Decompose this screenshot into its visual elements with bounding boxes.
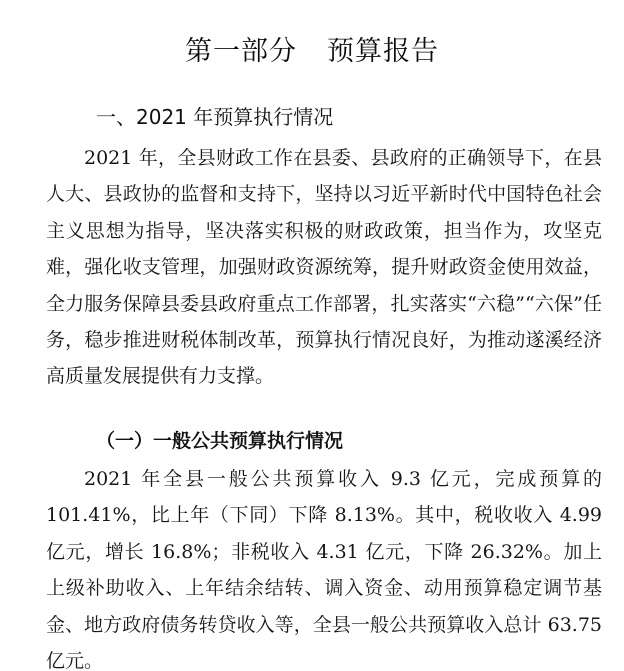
section-1-paragraph: 2021 年，全县财政工作在县委、县政府的正确领导下，在县人大、县政协的监督和支持下，坚持以习近平新时代中国特色社会主义思想为指导，坚决落实积极的财政政策，担当作为，攻坚克难，强化收支管理，加强财政资源统筹，提升财政资金使用效益，全力服务保障县委县政府重点工作部署，扎实落实“六稳”“六保”任务，稳步推进财税体制改革，预算执行情况良好，为推动遂溪经济高质量发展提供有力支撑。 <box>46 147 602 388</box>
subsection-1-paragraph: 2021 年全县一般公共预算收入 9.3 亿元，完成预算的 101.41%，比上年（下同）下降 8.13%。其中，税收收入 4.99 亿元，增长 16.8%；非税收入 4.31 亿元，下降 26.32%。加上上级补助收入、上年结余结转、调入资金、动用预算稳定调节基金、地方政府债务转贷收入等，全县一般公共预算收入总计 63.75 亿元。 <box>46 468 602 671</box>
section-heading-2021-budget-execution: 一、2021 年预算执行情况 <box>96 105 334 129</box>
title-part-1: 第一部分 <box>185 36 297 67</box>
page-title <box>0 32 624 72</box>
subsection-heading-general-public-budget: （一）一般公共预算执行情况 <box>96 430 344 452</box>
title-part-2: 预算报告 <box>327 36 439 67</box>
